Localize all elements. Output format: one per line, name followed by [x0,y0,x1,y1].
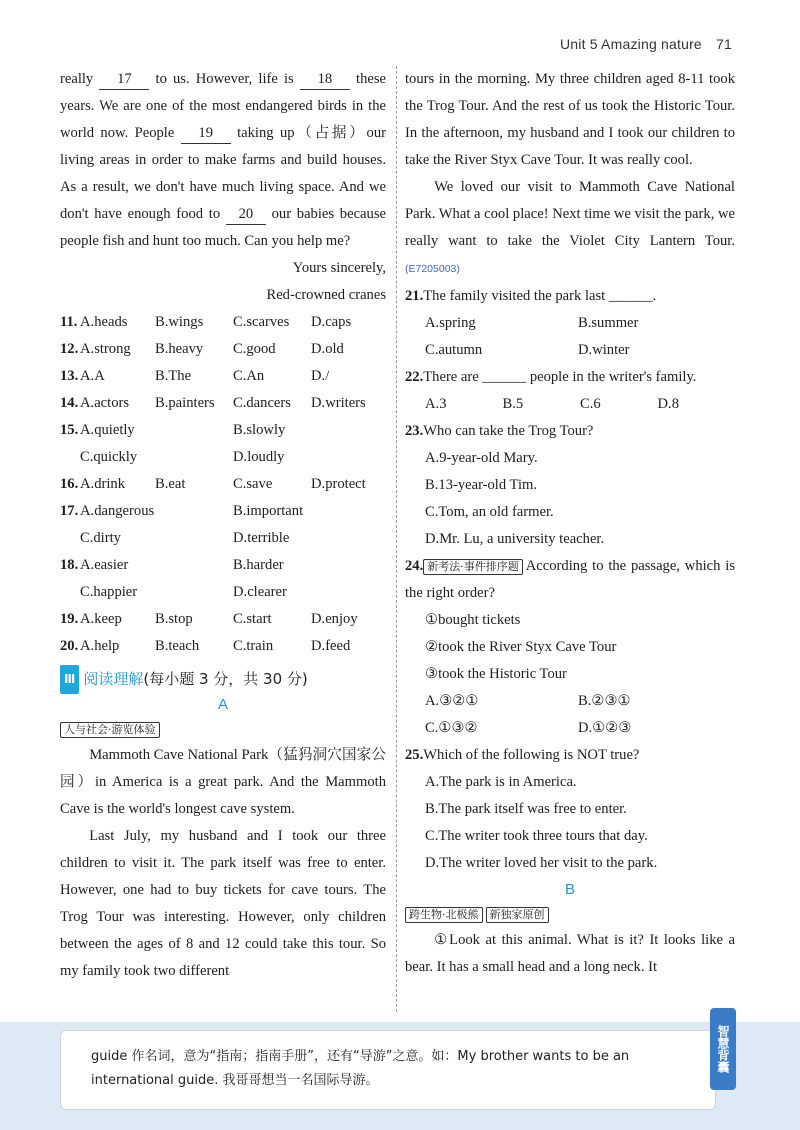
option-b[interactable]: B.eat [155,476,186,492]
option-a[interactable]: A.spring [425,315,476,331]
passage-b-tag-2: 新独家原创 [486,907,549,923]
option-b[interactable]: B.13-year-old Tim. [425,477,538,493]
question-24-options [405,688,735,715]
question-18-options-row2 [60,579,386,606]
option-d[interactable]: D.The writer loved her visit to the park. [425,855,658,871]
option-d[interactable]: D.winter [578,342,630,358]
option-d[interactable]: D.loudly [233,449,285,465]
option-a[interactable]: A.The park is in America. [425,774,577,790]
question-21-options [405,310,735,337]
option-a[interactable]: A.drink [80,476,125,492]
option-a[interactable]: A.heads [80,314,128,330]
question-15-options-row2 [60,444,386,471]
option-d[interactable]: D.①②③ [578,720,632,736]
section-title: 阅读理解 [83,669,144,688]
question-15-options-row1: 15. A.quietly B.slowly [60,417,386,444]
option-b[interactable]: B.5 [502,396,524,412]
passage-a-label: A [217,696,228,713]
question-18-options-row1: 18. A.easier B.harder [60,552,386,579]
option-a[interactable]: A.quietly [80,422,135,438]
option-c[interactable]: C.dancers [233,395,291,411]
blank-19[interactable]: 19 [181,123,231,144]
passage-b-label: B [564,881,575,898]
option-d[interactable]: D.protect [311,476,366,492]
option-a[interactable]: A.9-year-old Mary. [425,450,538,466]
right-column [405,66,735,981]
option-c[interactable]: C.train [233,638,274,654]
option-a[interactable]: A.strong [80,341,131,357]
option-b[interactable]: B.important [233,503,304,519]
question-24-tag: 新考法·事件排序题 [423,559,523,575]
question-25: 25.Which of the following is NOT true? [405,747,640,763]
blank-17[interactable]: 17 [99,69,149,90]
blank-20[interactable]: 20 [226,204,266,225]
tip-note: guide 作名词，意为“指南；指南手册”，还有“导游”之意。如：My brother wants to be an international guide. 我哥哥想当一名国际导游。 [91,1049,630,1088]
question-22-options [405,391,735,418]
option-b[interactable]: B.heavy [155,341,204,357]
passage-a-paragraph-3: We loved our visit to Mammoth Cave National Park. What a cool place! Next time we visit the park, we really want to take the Violet City Lantern Tour. (E7205003) [405,179,736,275]
question-20-options: 20. A.help B.teach C.train D.feed [60,633,386,660]
question-24: 24. 新考法·事件排序题 According to the passage, which is the right order? [405,558,735,601]
option-d[interactable]: D.writers [311,395,366,411]
option-d[interactable]: D.old [311,341,344,357]
question-17-options-row1: 17. A.dangerous B.important [60,498,386,525]
question-12-options: 12. A.strong B.heavy C.good D.old [60,336,386,363]
option-b[interactable]: B.The park itself was free to enter. [425,801,627,817]
option-c[interactable]: C.6 [580,396,601,412]
option-c[interactable]: C.quickly [80,449,138,465]
question-17-options-row2 [60,525,386,552]
tip-box [60,1030,716,1110]
option-a[interactable]: A.keep [80,611,122,627]
option-b[interactable]: B.②③① [578,693,631,709]
question-13-options: 13. A.A B.The C.An D./ [60,363,386,390]
option-d[interactable]: D.clearer [233,584,287,600]
option-a[interactable]: A.help [80,638,120,654]
passage-b-tag-1: 跨生物·北极熊 [405,907,483,923]
option-c[interactable]: C.dirty [80,530,121,546]
cloze-passage-end: really 17 to us. However, life is 18 these years. We are one of the most endangered birds in the world now. People 19 taking up（占据）our living areas in order to make farms and build houses. As a result, we don't have much living space. And we don't have enough food to 20 our babies because people fish and hunt too much. Can you help me? [60,71,387,249]
option-c[interactable]: C.scarves [233,314,290,330]
question-23: 23.Who can take the Trog Tour? [405,423,594,439]
option-c[interactable]: C.An [233,368,265,384]
option-b[interactable]: B.painters [155,395,215,411]
option-c[interactable]: C.The writer took three tours that day. [425,828,648,844]
option-b[interactable]: B.wings [155,314,204,330]
option-d[interactable]: D.feed [311,638,351,654]
left-column [60,66,386,985]
option-c[interactable]: C.happier [80,584,138,600]
option-b[interactable]: B.slowly [233,422,286,438]
question-11-options: 11. A.heads B.wings C.scarves D.caps [60,309,386,336]
question-21: 21.The family visited the park last ______. [405,288,657,304]
option-b[interactable]: B.The [155,368,192,384]
passage-b-paragraph-1: ①Look at this animal. What is it? It looks like a bear. It has a small head and a long neck. It [405,932,735,975]
page-header [560,36,732,52]
section-heading [60,666,386,692]
option-b[interactable]: B.summer [578,315,639,331]
option-b[interactable]: B.harder [233,557,284,573]
option-d[interactable]: D.enjoy [311,611,358,627]
passage-a-paragraph-1: Mammoth Cave National Park（猛犸洞穴国家公园）in America is a great park. And the Mammoth Cave is the world's longest cave system. [60,747,386,817]
unit-title: Unit 5 Amazing nature [559,36,702,52]
option-c[interactable]: C.start [233,611,272,627]
section-number-badge: Ⅲ [60,665,79,694]
page-number: 71 [716,36,732,52]
option-d[interactable]: D.8 [657,396,679,412]
option-c[interactable]: C.save [233,476,273,492]
question-14-options: 14. A.actors B.painters C.dancers D.writers [60,390,386,417]
letter-signature: Red-crowned cranes [266,287,386,303]
tip-footer [0,1022,800,1130]
option-a[interactable]: A.easier [80,557,129,573]
passage-a-tag: 人与社会·游览体验 [60,722,160,738]
option-c[interactable]: C.good [233,341,276,357]
question-19-options: 19. A.keep B.stop C.start D.enjoy [60,606,386,633]
question-22: 22.There are ______ people in the writer's family. [405,369,697,385]
passage-a-paragraph-2: Last July, my husband and I took our three children to visit it. The park itself was free to enter. However, one had to buy tickets for cave tours. The Trog Tour was interesting. However, only children between the ages of 8 and 12 could take this tour. So my family took two different [60,828,386,979]
option-a[interactable]: A.③②① [425,693,479,709]
passage-a-paragraph-2-cont: tours in the morning. My three children aged 8-11 took the Trog Tour. And the rest of us took the Historic Tour. In the afternoon, my husband and I took our children to take the River Styx Cave Tour. It was really cool. [405,71,735,168]
event-3: ③took the Historic Tour [425,666,567,682]
section-scoring: (每小题 3 分，共 30 分) [143,669,308,688]
option-c[interactable]: C.①③② [425,720,478,736]
option-b[interactable]: B.teach [155,638,200,654]
side-tab: 智慧背囊 [710,1008,736,1090]
option-c[interactable]: C.Tom, an old farmer. [425,504,554,520]
option-b[interactable]: B.stop [155,611,193,627]
option-d[interactable]: D.caps [311,314,352,330]
letter-closing: Yours sincerely, [292,260,386,276]
event-2: ②took the River Styx Cave Tour [425,639,617,655]
blank-18[interactable]: 18 [300,69,350,90]
option-a[interactable]: A.actors [80,395,130,411]
option-c[interactable]: C.autumn [425,342,483,358]
option-a[interactable]: A.3 [425,396,447,412]
question-16-options: 16. A.drink B.eat C.save D.protect [60,471,386,498]
option-d[interactable]: D.Mr. Lu, a university teacher. [425,531,605,547]
option-a[interactable]: A.dangerous [80,503,155,519]
question-code: (E7205003) [405,263,460,275]
option-d[interactable]: D.terrible [233,530,290,546]
option-d[interactable]: D./ [311,368,330,384]
column-divider [396,66,397,1012]
option-a[interactable]: A.A [80,368,105,384]
event-1: ①bought tickets [425,612,521,628]
